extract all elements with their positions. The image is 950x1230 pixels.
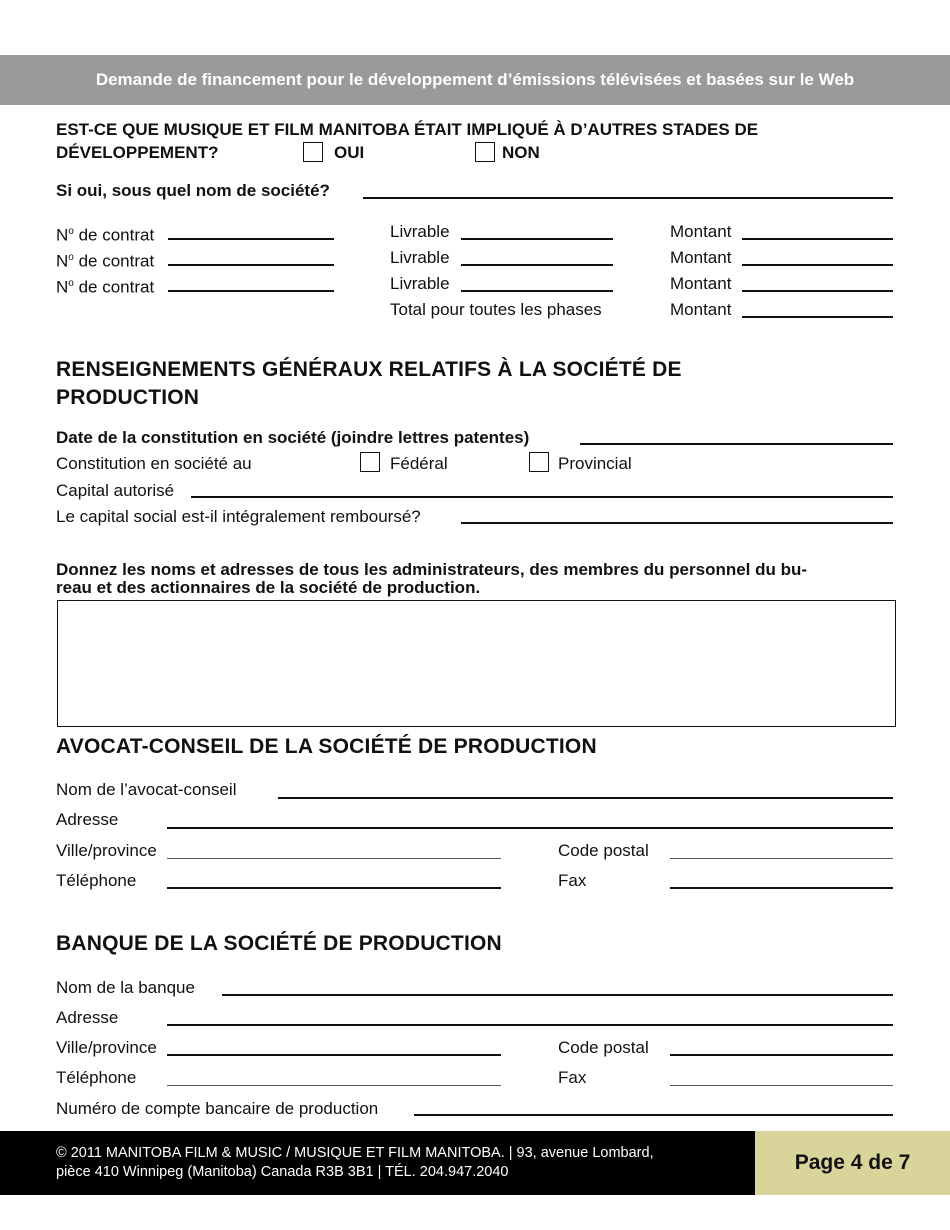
provincial-label: Provincial <box>558 454 632 473</box>
amount-label-2: Montant <box>670 248 732 267</box>
deliverable-field-3[interactable] <box>461 290 613 292</box>
deliverable-field-1[interactable] <box>461 238 613 240</box>
contract-label-1 <box>56 222 154 246</box>
bank-heading: BANQUE DE LA SOCIÉTÉ DE PRODUCTION <box>56 932 502 955</box>
amount-label-total: Montant <box>670 300 732 319</box>
bank-phone-field[interactable] <box>167 1085 501 1086</box>
deliverable-label-1: Livrable <box>390 222 450 241</box>
involvement-question-line2: DÉVELOPPEMENT? <box>56 143 219 162</box>
lawyer-city-field[interactable] <box>167 858 501 859</box>
footer-copyright <box>56 1144 654 1182</box>
contract-text: de contrat <box>73 251 155 271</box>
footer-line2: pièce 410 Winnipeg (Manitoba) Canada R3B 3B1 | TÉL. 204.947.2040 <box>56 1164 509 1180</box>
lawyer-heading: AVOCAT-CONSEIL DE LA SOCIÉTÉ DE PRODUCTION <box>56 735 597 758</box>
authorized-capital-label: Capital autorisé <box>56 481 175 500</box>
non-checkbox[interactable] <box>475 142 495 162</box>
provincial-checkbox[interactable] <box>529 452 549 472</box>
lawyer-address-label: Adresse <box>56 810 119 829</box>
bank-city-label: Ville/province <box>56 1038 157 1057</box>
capital-paid-label: Le capital social est-il intégralement remboursé? <box>56 507 421 526</box>
bank-address-field[interactable] <box>167 1024 893 1026</box>
total-phases-label: Total pour toutes les phases <box>390 300 602 319</box>
bank-address-label: Adresse <box>56 1008 119 1027</box>
deliverable-label-2: Livrable <box>390 248 450 267</box>
deliverable-label-3: Livrable <box>390 274 450 293</box>
contract-n: N <box>56 277 69 297</box>
lawyer-fax-field[interactable] <box>670 887 893 889</box>
page-indicator <box>755 1131 950 1195</box>
lawyer-name-field[interactable] <box>278 797 893 799</box>
incorporation-date-field[interactable] <box>580 443 893 445</box>
lawyer-fax-label: Fax <box>558 871 587 890</box>
bank-fax-field[interactable] <box>670 1085 893 1086</box>
lawyer-phone-label: Téléphone <box>56 871 137 890</box>
page-number: Page 4 de 7 <box>794 1151 911 1174</box>
lawyer-phone-field[interactable] <box>167 887 501 889</box>
contract-label-3 <box>56 274 154 298</box>
incorporation-date-label: Date de la constitution en société (joindre lettres patentes) <box>56 428 530 447</box>
amount-field-total[interactable] <box>742 316 893 318</box>
bank-phone-label: Téléphone <box>56 1068 137 1087</box>
lawyer-name-label: Nom de l’avocat-conseil <box>56 780 237 799</box>
federal-checkbox[interactable] <box>360 452 380 472</box>
form-banner <box>0 55 950 105</box>
footer-line1: © 2011 MANITOBA FILM & MUSIC / MUSIQUE ET FILM MANITOBA. | 93, avenue Lombard, <box>56 1145 654 1161</box>
bank-city-field[interactable] <box>167 1054 501 1056</box>
bank-name-field[interactable] <box>222 994 893 996</box>
bank-postal-label: Code postal <box>558 1038 649 1057</box>
contract-o: o <box>68 278 74 289</box>
oui-checkbox[interactable] <box>303 142 323 162</box>
contract-n: N <box>56 225 69 245</box>
footer <box>0 1131 755 1195</box>
amount-label-3: Montant <box>670 274 732 293</box>
federal-label: Fédéral <box>390 454 448 473</box>
amount-label-1: Montant <box>670 222 732 241</box>
company-name-label: Si oui, sous quel nom de société? <box>56 181 330 200</box>
contract-field-1[interactable] <box>168 238 334 240</box>
contract-field-3[interactable] <box>168 290 334 292</box>
deliverable-field-2[interactable] <box>461 264 613 266</box>
involvement-question-line1: EST-CE QUE MUSIQUE ET FILM MANITOBA ÉTAIT IMPLIQUÉ À D’AUTRES STADES DE <box>56 120 759 139</box>
lawyer-postal-label: Code postal <box>558 841 649 860</box>
form-title: Demande de financement pour le développement d’émissions télévisées et basées sur le Web <box>95 70 855 89</box>
contract-field-2[interactable] <box>168 264 334 266</box>
bank-postal-field[interactable] <box>670 1054 893 1056</box>
lawyer-postal-field[interactable] <box>670 858 893 859</box>
lawyer-address-field[interactable] <box>167 827 893 829</box>
contract-o: o <box>68 226 74 237</box>
lawyer-city-label: Ville/province <box>56 841 157 860</box>
amount-field-2[interactable] <box>742 264 893 266</box>
directors-instruction-line2: reau et des actionnaires de la société de production. <box>56 578 481 597</box>
contract-label-2 <box>56 248 154 272</box>
bank-account-label: Numéro de compte bancaire de production <box>56 1099 379 1118</box>
oui-label: OUI <box>334 143 365 162</box>
general-heading-line1: RENSEIGNEMENTS GÉNÉRAUX RELATIFS À LA SOCIÉTÉ DE <box>56 358 682 381</box>
incorporated-at-label: Constitution en société au <box>56 454 252 473</box>
amount-field-1[interactable] <box>742 238 893 240</box>
directors-textarea[interactable] <box>57 600 896 727</box>
capital-paid-field[interactable] <box>461 522 893 524</box>
non-label: NON <box>502 143 540 162</box>
bank-account-field[interactable] <box>414 1114 893 1116</box>
directors-instruction-line1: Donnez les noms et adresses de tous les administrateurs, des membres du personnel du bu- <box>56 560 808 579</box>
bank-fax-label: Fax <box>558 1068 587 1087</box>
contract-n: N <box>56 251 69 271</box>
authorized-capital-field[interactable] <box>191 496 893 498</box>
contract-text: de contrat <box>73 225 155 245</box>
amount-field-3[interactable] <box>742 290 893 292</box>
bank-name-label: Nom de la banque <box>56 978 195 997</box>
company-name-field[interactable] <box>363 197 893 199</box>
contract-o: o <box>68 252 74 263</box>
general-heading-line2: PRODUCTION <box>56 386 200 409</box>
contract-text: de contrat <box>73 277 155 297</box>
